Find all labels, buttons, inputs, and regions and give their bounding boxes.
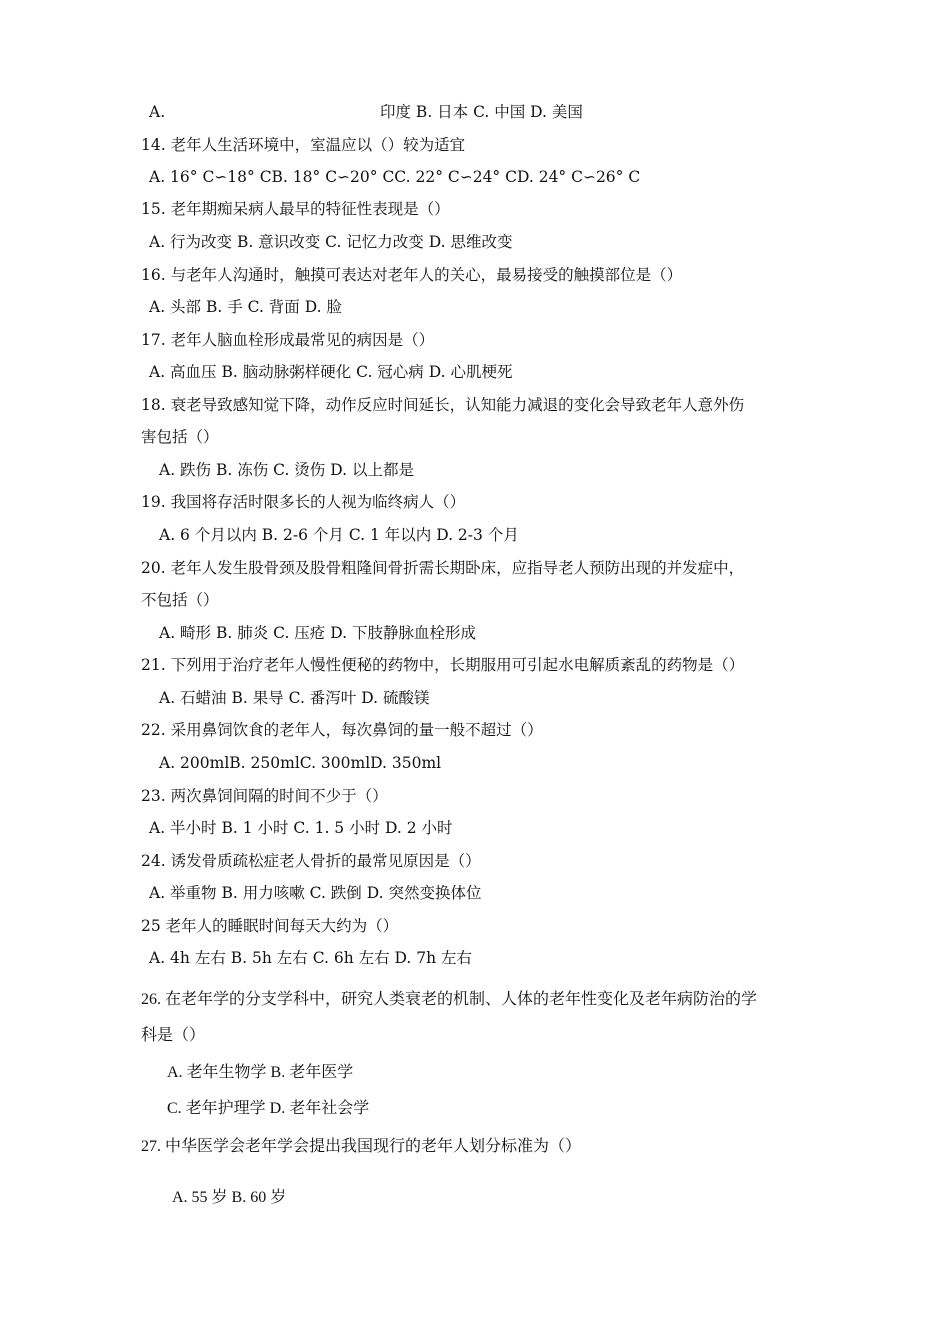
question-19: 19. 我国将存活时限多长的人视为临终病人（） <box>141 493 466 511</box>
option-line-13 <box>0 102 950 122</box>
options-23: A. 半小时 B. 1 小时 C. 1. 5 小时 D. 2 小时 <box>149 819 453 837</box>
options-14: A. 16° C∽18° CB. 18° C∽20° CC. 22° C∽24° CD. 24° C∽26° C <box>149 168 641 186</box>
options-25: A. 4h 左右 B. 5h 左右 C. 6h 左右 D. 7h 左右 <box>149 949 473 967</box>
options-24: A. 举重物 B. 用力咳嗽 C. 跌倒 D. 突然变换体位 <box>149 884 482 902</box>
options-22: A. 200mlB. 250mlC. 300mlD. 350ml <box>159 754 442 772</box>
options-26-row-1: A. 老年生物学 B. 老年医学 <box>167 1064 354 1081</box>
question-26-line-1: 26. 在老年学的分支学科中，研究人类衰老的机制、人体的老年性变化及老年病防治的学 <box>141 991 758 1008</box>
question-17: 17. 老年人脑血栓形成最常见的病因是（） <box>141 331 435 349</box>
question-27: 27. 中华医学会老年学会提出我国现行的老年人划分标准为（） <box>141 1138 582 1155</box>
question-25: 25 老年人的睡眠时间每天大约为（） <box>141 917 399 935</box>
question-24: 24. 诱发骨质疏松症老人骨折的最常见原因是（） <box>141 852 481 870</box>
question-26-line-2: 科是（） <box>141 1027 206 1044</box>
question-23: 23. 两次鼻饲间隔的时间不少于（） <box>141 787 388 805</box>
question-15: 15. 老年期痴呆病人最早的特征性表现是（） <box>141 200 450 218</box>
question-20-line-2: 不包括（） <box>141 591 219 609</box>
options-17: A. 高血压 B. 脑动脉粥样硬化 C. 冠心病 D. 心肌梗死 <box>149 363 513 381</box>
options-26-row-2: C. 老年护理学 D. 老年社会学 <box>167 1100 370 1117</box>
question-21: 21. 下列用于治疗老年人慢性便秘的药物中，长期服用可引起水电解质紊乱的药物是（） <box>141 656 745 674</box>
option-text: 印度 B. 日本 C. 中国 D. 美国 <box>380 103 583 121</box>
question-18-line-2: 害包括（） <box>141 428 219 446</box>
options-21: A. 石蜡油 B. 果导 C. 番泻叶 D. 硫酸镁 <box>159 689 430 707</box>
options-16: A. 头部 B. 手 C. 背面 D. 脸 <box>149 298 342 316</box>
question-20-line-1: 20. 老年人发生股骨颈及股骨粗隆间骨折需长期卧床，应指导老人预防出现的并发症中， <box>141 559 745 577</box>
options-15: A. 行为改变 B. 意识改变 C. 记忆力改变 D. 思维改变 <box>149 233 513 251</box>
options-18: A. 跌伤 B. 冻伤 C. 烫伤 D. 以上都是 <box>159 461 414 479</box>
option-a-marker: A. <box>149 103 166 121</box>
question-18-line-1: 18. 衰老导致感知觉下降，动作反应时间延长，认知能力减退的变化会导致老年人意外伤 <box>141 396 745 414</box>
question-22: 22. 采用鼻饲饮食的老年人，每次鼻饲的量一般不超过（） <box>141 721 543 739</box>
options-27: A. 55 岁 B. 60 岁 <box>172 1189 287 1206</box>
options-19: A. 6 个月以内 B. 2-6 个月 C. 1 年以内 D. 2-3 个月 <box>159 526 519 544</box>
options-20: A. 畸形 B. 肺炎 C. 压疮 D. 下肢静脉血栓形成 <box>159 624 476 642</box>
question-16: 16. 与老年人沟通时，触摸可表达对老年人的关心，最易接受的触摸部位是（） <box>141 266 683 284</box>
question-14: 14. 老年人生活环境中，室温应以（）较为适宜 <box>141 136 466 154</box>
